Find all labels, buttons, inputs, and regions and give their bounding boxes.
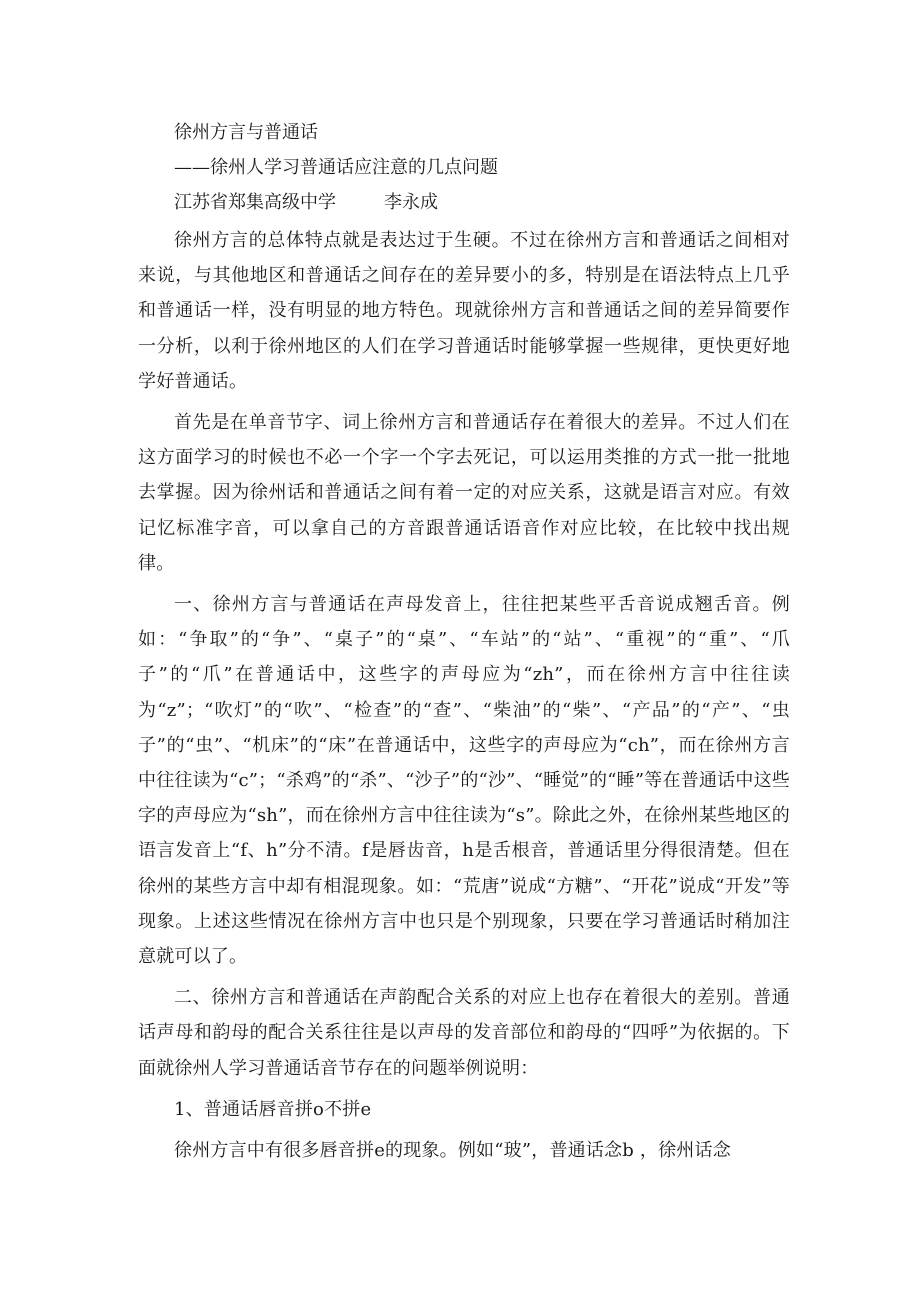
section-heading-labial: 1、普通话唇音拼o不拼e bbox=[174, 1098, 372, 1120]
document-subtitle: ——徐州人学习普通话应注意的几点问题 bbox=[174, 157, 498, 178]
author-line bbox=[138, 188, 790, 217]
paragraph-initials: 一、徐州方言与普通话在声母发音上，往往把某些平舌音说成翘舌音。例如：“争取”的“争”、“桌子”的“桌”、“车站”的“站”、“重视”的“重”、“爪子”的“爪”在普通话中，这些字的声母应为“zh”，而在徐州方言中往往读为“z”；“吹灯”的“吹”、“检查”的“查”、“柴油”的“柴”、“产品”的“产”、“虫子”的“虫”、“机床”的“床”在普通话中，这些字的声母应为“ch”，而在徐州方言中往往读为“c”；“杀鸡”的“杀”、“沙子”的“沙”、“睡觉”的“睡”等在普通话中这些字的声母应为“sh”，而在徐州方言中往往读为“s”。除此之外，在徐州某些地区的语言发音上“f、h”分不清。f是唇齿音，h是舌根音，普通话里分得很清楚。但在徐州的某些方言中却有相混现象。如：“荒唐”说成“方糖”、“开花”说成“开发”等现象。上述这些情况在徐州方言中也只是个别现象，只要在学习普通话时稍加注意就可以了。 bbox=[138, 594, 790, 968]
document-page bbox=[138, 118, 790, 1168]
paragraph-combination: 二、徐州方言和普通话在声韵配合关系的对应上也存在着很大的差别。普通话声母和韵母的配合关系往往是以声母的发音部位和韵母的“四呼”为依据的。下面就徐州人学习普通话音节存在的问题举例说明： bbox=[138, 987, 790, 1079]
document-title: 徐州方言与普通话 bbox=[174, 122, 318, 143]
paragraph-intro: 徐州方言的总体特点就是表达过于生硬。不过在徐州方言和普通话之间相对来说，与其他地区和普通话之间存在的差异要小的多，特别是在语法特点上几乎和普通话一样，没有明显的地方特色。现就徐州方言和普通话之间的差异简要作一分析，以利于徐州地区的人们在学习普通话时能够掌握一些规律，更快更好地学好普通话。 bbox=[138, 230, 790, 392]
paragraph-syllables: 首先是在单音节字、词上徐州方言和普通话存在着很大的差异。不过人们在这方面学习的时候也不必一个字一个字去死记，可以运用类推的方式一批一批地去掌握。因为徐州话和普通话之间有着一定的对应关系，这就是语言对应。有效记忆标准字音，可以拿自己的方音跟普通话语音作对应比较，在比较中找出规律。 bbox=[138, 412, 790, 574]
paragraph-labial: 徐州方言中有很多唇音拼e的现象。例如“玻”，普通话念b ，徐州话念 bbox=[174, 1140, 731, 1162]
school-name: 江苏省郑集高级中学 bbox=[174, 192, 336, 213]
author-name: 李永成 bbox=[384, 192, 438, 213]
